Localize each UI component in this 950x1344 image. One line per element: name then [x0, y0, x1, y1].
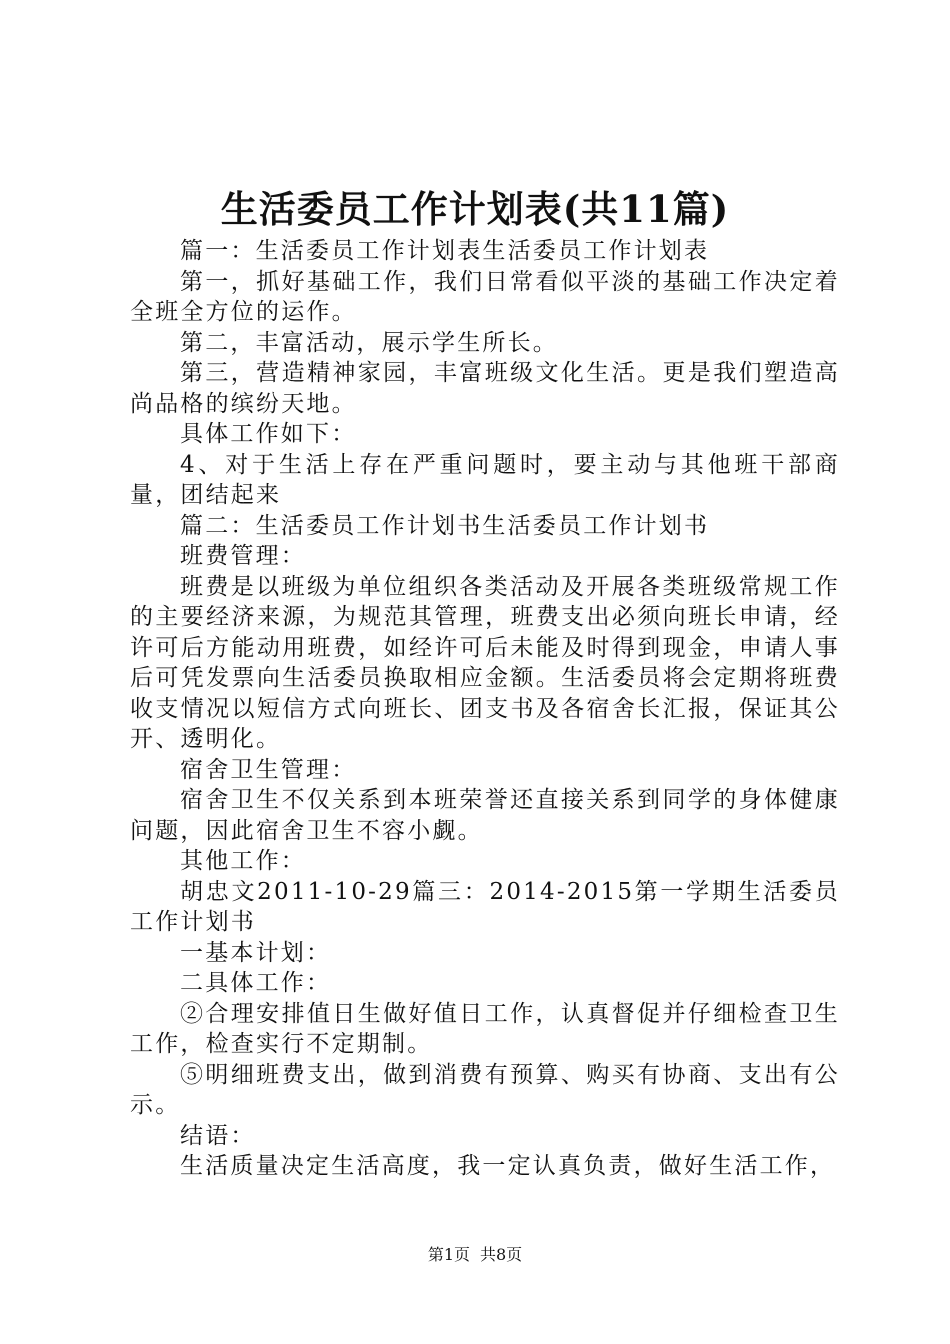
- paragraph: 篇二：生活委员工作计划书生活委员工作计划书: [180, 512, 710, 539]
- paragraph: ⑤明细班费支出，做到消费有预算、购买有协商、支出有公示。: [130, 1061, 840, 1118]
- paragraph: 第一，抓好基础工作，我们日常看似平淡的基础工作决定着全班全方位的运作。: [130, 268, 840, 325]
- paragraph: 班费管理：: [180, 543, 306, 569]
- document-title: 生活委员工作计划表(共11篇): [220, 187, 730, 231]
- page-footer: [0, 1245, 950, 1265]
- paragraph: 班费是以班级为单位组织各类活动及开展各类班级常规工作的主要经济来源，为规范其管理，班费支出必须向班长申请，经许可后方能动用班费，如经许可后未能及时得到现金，申请人事后可凭发票向生活委员换取相应金额。生活委员将会定期将班费收支情况以短信方式向班长、团支书及各宿舍长汇报，保证其公开、透明化。: [130, 573, 840, 752]
- page-total: 共8页: [480, 1245, 523, 1264]
- paragraph: 第二，丰富活动，展示学生所长。: [180, 329, 558, 356]
- paragraph: 具体工作如下：: [180, 421, 357, 447]
- paragraph: 二具体工作：: [180, 970, 332, 996]
- paragraph: 生活质量决定生活高度，我一定认真负责，做好生活工作，: [180, 1153, 836, 1179]
- paragraph: 其他工作：: [180, 848, 306, 874]
- paragraph: 宿舍卫生不仅关系到本班荣誉还直接关系到同学的身体健康问题，因此宿舍卫生不容小觑。: [130, 787, 840, 844]
- paragraph: 一基本计划：: [180, 939, 332, 966]
- page-number: 第1页: [427, 1245, 470, 1264]
- paragraph: 4、对于生活上存在严重问题时，要主动与其他班干部商量，团结起来: [130, 451, 840, 508]
- paragraph: 篇一：生活委员工作计划表生活委员工作计划表: [180, 238, 710, 264]
- document-body: [130, 236, 840, 1182]
- paragraph: 胡忠文2011-10-29篇三：2014-2015第一学期生活委员工作计划书: [130, 878, 840, 935]
- paragraph: 宿舍卫生管理：: [180, 756, 357, 783]
- paragraph: ②合理安排值日生做好值日工作，认真督促并仔细检查卫生工作，检查实行不定期制。: [130, 1000, 840, 1057]
- paragraph: 第三，营造精神家园，丰富班级文化生活。更是我们塑造高尚品格的缤纷天地。: [130, 360, 840, 417]
- paragraph: 结语：: [180, 1122, 256, 1149]
